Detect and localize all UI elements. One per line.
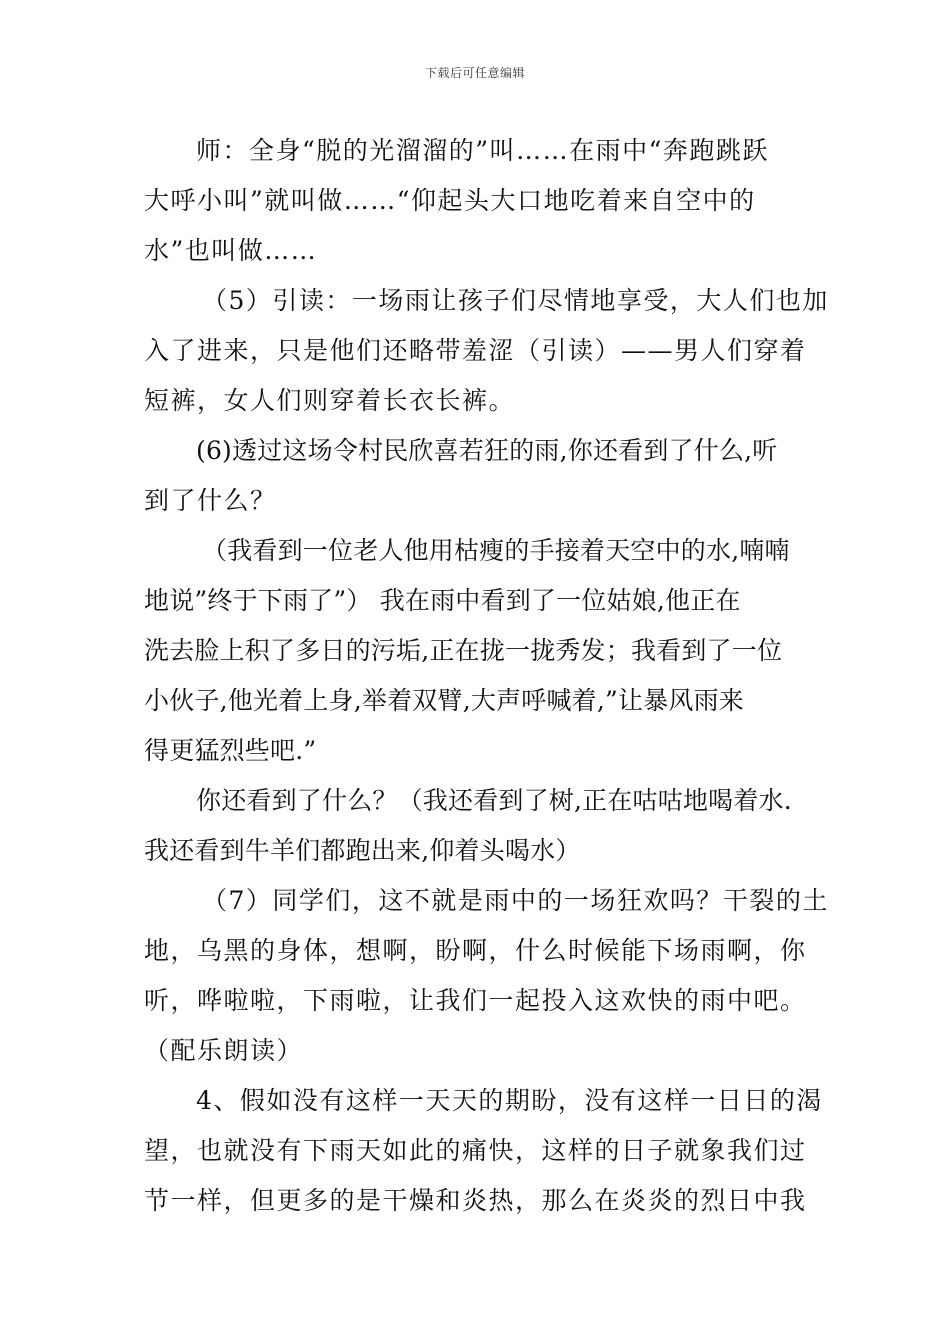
text-line: 大呼小叫”就叫做……“仰起头大口地吃着来自空中的 <box>144 186 756 215</box>
text-line: 听，哗啦啦，下雨啦，让我们一起投入这欢快的雨中吧。 <box>144 986 807 1015</box>
text-line: 师：全身“脱的光溜溜的”叫……在雨中“奔跑跳跃 <box>196 136 769 165</box>
text-line: （7）同学们，这不就是雨中的一场狂欢吗？干裂的土 <box>202 886 829 915</box>
text-line: 4、假如没有这样一天天的期盼，没有这样一日日的渴 <box>196 1086 823 1115</box>
text-line: 水”也叫做…… <box>144 236 318 265</box>
text-line: 入了进来，只是他们还略带羞涩（引读）——男人们穿着 <box>144 336 807 365</box>
text-line: 洗去脸上积了多日的污垢,正在拢一拢秀发；我看到了一位 <box>144 636 783 665</box>
text-line: （配乐朗读） <box>144 1036 304 1065</box>
text-line: 得更猛烈些吧.” <box>144 736 317 765</box>
text-line: 到了什么？ <box>144 486 277 515</box>
text-line: 望，也就没有下雨天如此的痛快，这样的日子就象我们过 <box>144 1136 807 1165</box>
text-line: （5）引读：一场雨让孩子们尽情地享受，大人们也加 <box>202 286 829 315</box>
text-line: 你还看到了什么？（我还看到了树,正在咕咕地喝着水. <box>196 786 792 815</box>
text-line: （我看到一位老人他用枯瘦的手接着天空中的水,喃喃 <box>202 536 790 565</box>
text-line: (6)透过这场令村民欣喜若狂的雨,你还看到了什么,听 <box>196 436 778 465</box>
text-line: 地，乌黑的身体，想啊，盼啊，什么时候能下场雨啊，你 <box>144 936 807 965</box>
text-line: 地说”终于下雨了”） 我在雨中看到了一位姑娘,他正在 <box>144 586 741 615</box>
text-line: 我还看到牛羊们都跑出来,仰着头喝水） <box>144 836 581 865</box>
text-line: 节一样，但更多的是干燥和炎热，那么在炎炎的烈日中我 <box>144 1186 807 1215</box>
document-body <box>144 126 829 1226</box>
text-line: 短裤，女人们则穿着长衣长裤。 <box>144 386 516 415</box>
text-line: 小伙子,他光着上身,举着双臂,大声呼喊着,”让暴风雨来 <box>144 686 744 715</box>
page-header: 下载后可任意编辑 <box>424 66 525 80</box>
